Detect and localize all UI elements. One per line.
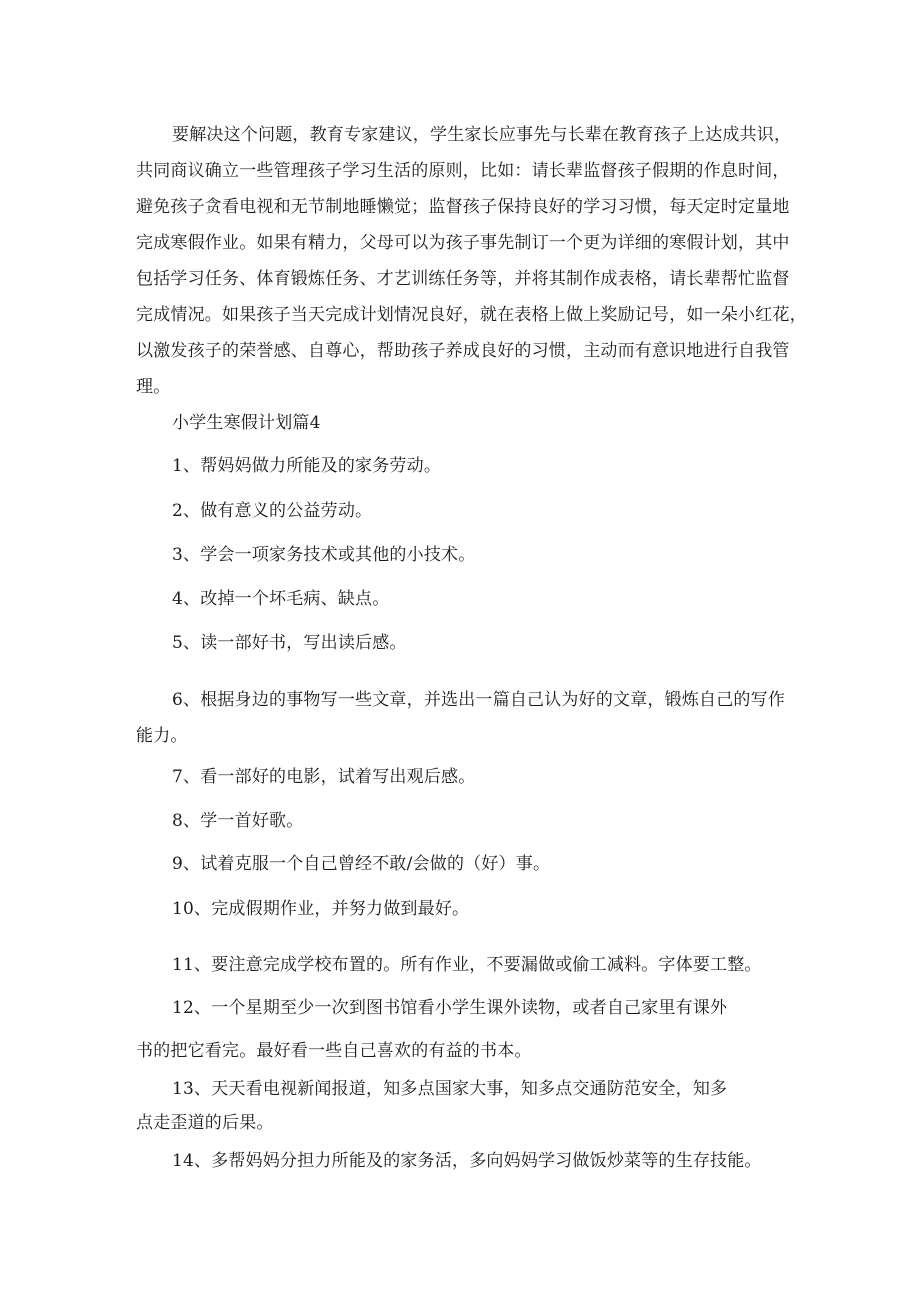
intro-line: 要解决这个问题，教育专家建议，学生家长应事先与长辈在教育孩子上达成共识， (172, 125, 792, 145)
list-item: 6、根据身边的事物写一些文章，并选出一篇自己认为好的文章，锻炼自己的写作 (172, 690, 786, 710)
list-item: 8、学一首好歌。 (172, 811, 304, 831)
list-item: 10、完成假期作业，并努力做到最好。 (172, 899, 470, 919)
intro-line: 完成情况。如果孩子当天完成计划情况良好，就在表格上做上奖励记号，如一朵小红花， (136, 305, 807, 325)
intro-line: 理。 (136, 377, 171, 397)
intro-line: 以激发孩子的荣誉感、自尊心，帮助孩子养成良好的习惯，主动而有意识地进行自我管 (136, 341, 790, 361)
list-item: 7、看一部好的电影，试着写出观后感。 (172, 767, 476, 787)
intro-line: 完成寒假作业。如果有精力，父母可以为孩子事先制订一个更为详细的寒假计划，其中 (136, 233, 790, 253)
list-item: 13、天天看电视新闻报道，知多点国家大事，知多点交通防范安全，知多 (172, 1079, 728, 1099)
list-item: 5、读一部好书，写出读后感。 (172, 633, 407, 653)
section-title: 小学生寒假计划篇4 (172, 413, 321, 433)
list-item: 2、做有意义的公益劳动。 (172, 501, 373, 521)
list-item-continuation: 点走歪道的后果。 (136, 1113, 274, 1133)
list-item: 12、一个星期至少一次到图书馆看小学生课外读物，或者自己家里有课外 (172, 998, 728, 1018)
list-item: 9、试着克服一个自己曾经不敢/会做的（好）事。 (172, 854, 551, 874)
list-item-continuation: 书的把它看完。最好看一些自己喜欢的有益的书本。 (136, 1041, 532, 1061)
list-item: 1、帮妈妈做力所能及的家务劳动。 (172, 456, 442, 476)
list-item: 3、学会一项家务技术或其他的小技术。 (172, 545, 476, 565)
intro-line: 避免孩子贪看电视和无节制地睡懒觉；监督孩子保持良好的学习习惯，每天定时定量地 (136, 197, 790, 217)
list-item-continuation: 能力。 (136, 726, 188, 746)
intro-line: 共同商议确立一些管理孩子学习生活的原则，比如：请长辈监督孩子假期的作息时间， (136, 161, 790, 181)
list-item: 4、改掉一个坏毛病、缺点。 (172, 589, 390, 609)
list-item: 14、多帮妈妈分担力所能及的家务活，多向妈妈学习做饭炒菜等的生存技能。 (172, 1151, 762, 1171)
list-item: 11、要注意完成学校布置的。所有作业，不要漏做或偷工减料。字体要工整。 (172, 955, 762, 975)
intro-line: 包括学习任务、体育锻炼任务、才艺训练任务等，并将其制作成表格，请长辈帮忙监督 (136, 269, 790, 289)
